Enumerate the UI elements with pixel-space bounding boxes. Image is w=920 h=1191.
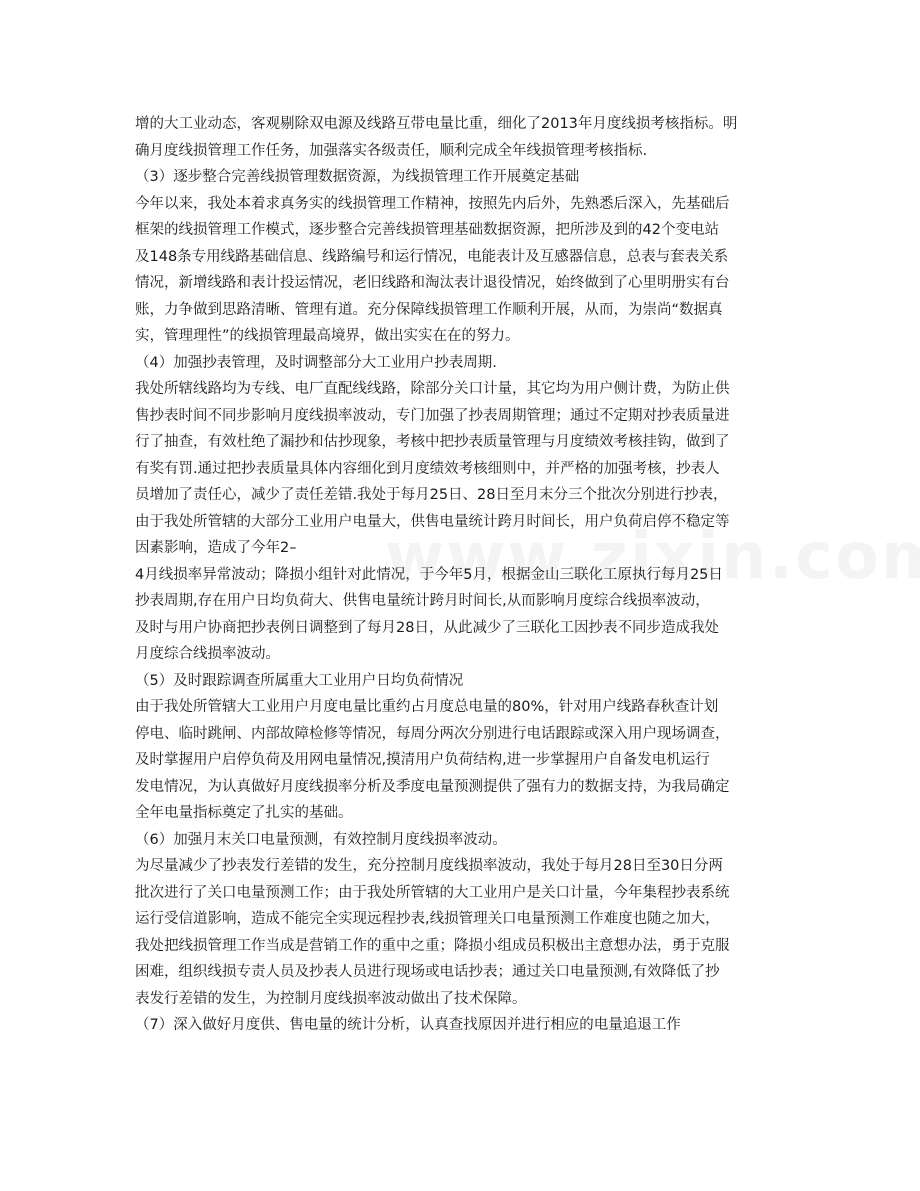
paragraph-line: 月度综合线损率波动。	[135, 646, 280, 662]
document-body	[135, 111, 795, 1039]
paragraph-line: 今年以来，我处本着求真务实的线损管理工作精神，按照先内后外，先熟悉后深入，先基础后	[135, 195, 730, 212]
paragraph-line: 确月度线损管理工作任务，加强落实各级责任，顺利完成全年线损管理考核指标.	[135, 142, 648, 159]
paragraph-line: 抄表周期,存在用户日均负荷大、供售电量统计跨月时间长,从而影响月度综合线损率波动，	[135, 593, 710, 609]
paragraph-line: 员增加了责任心，减少了责任差错.我处于每月25日、28日至月末分三个批次分别进行抄表，	[135, 487, 728, 503]
paragraph-line: 售抄表时间不同步影响月度线损率波动，专门加强了抄表周期管理；通过不定期对抄表质量进	[135, 407, 730, 424]
paragraph-line: 由于我处所管辖的大部分工业用户电量大，供售电量统计跨月时间长，用户负荷启停不稳定等	[135, 513, 730, 530]
section-heading: （7）深入做好月度供、售电量的统计分析，认真查找原因并进行相应的电量追退工作	[135, 1017, 681, 1033]
paragraph-line: 实，管理理性”的线损管理最高境界，做出实实在在的努力。	[135, 328, 520, 344]
section-heading: （6）加强月末关口电量预测，有效控制月度线损率波动。	[135, 831, 507, 848]
paragraph-line: 有奖有罚.通过把抄表质量具体内容细化到月度绩效考核细则中，并严格的加强考核，抄表人	[135, 460, 720, 477]
paragraph-line: 及时掌握用户启停负荷及用网电量情况,摸清用户负荷结构,进一步掌握用户自备发电机运行	[135, 752, 710, 768]
paragraph-line: 账，力争做到思路清晰、管理有道。充分保障线损管理工作顺利开展，从而，为崇尚“数据真	[135, 301, 723, 318]
paragraph-line: 我处所辖线路均为专线、电厂直配线线路，除部分关口计量，其它均为用户侧计费，为防止供	[135, 381, 730, 397]
paragraph-line: 停电、临时跳闸、内部故障检修等情况，每周分两次分别进行电话跟踪或深入用户现场调查，	[135, 725, 730, 742]
paragraph-line: 为尽量减少了抄表发行差错的发生，充分控制月度线损率波动，我处于每月28日至30日分两	[135, 858, 723, 874]
section-heading: （3）逐步整合完善线损管理数据资源，为线损管理工作开展奠定基础	[135, 169, 580, 185]
paragraph-line: 全年电量指标奠定了扎实的基础。	[135, 805, 353, 821]
paragraph-line: 因素影响，造成了今年2–	[135, 540, 297, 556]
paragraph-line: 增的大工业动态，客观剔除双电源及线路互带电量比重，细化了2013年月度线损考核指标。明	[135, 116, 738, 132]
paragraph-line: 行了抽查，有效杜绝了漏抄和估抄现象，考核中把抄表质量管理与月度绩效考核挂钩，做到了	[135, 434, 730, 450]
paragraph-line: 表发行差错的发生，为控制月度线损率波动做出了技术保障。	[135, 990, 527, 1007]
paragraph-line: 由于我处所管辖大工业用户月度电量比重约占月度总电量的80%，针对用户线路春秋查计划	[135, 699, 719, 715]
paragraph-line: 框架的线损管理工作模式，逐步整合完善线损管理基础数据资源，把所涉及到的42个变电站	[135, 222, 719, 238]
section-heading: （5）及时跟踪调查所属重大工业用户日均负荷情况	[135, 672, 464, 689]
paragraph-line: 4月线损率异常波动；降损小组针对此情况，于今年5月，根据金山三联化工原执行每月25日	[135, 566, 723, 583]
section-heading: （4）加强抄表管理，及时调整部分大工业用户抄表周期.	[135, 354, 497, 371]
paragraph-line: 我处把线损管理工作当成是营销工作的重中之重；降损小组成员积极出主意想办法，勇于克服	[135, 937, 730, 954]
paragraph-line: 运行受信道影响，造成不能完全实现远程抄表,线损管理关口电量预测工作难度也随之加大，	[135, 911, 720, 927]
paragraph-line: 困难，组织线损专责人员及抄表人员进行现场或电话抄表；通过关口电量预测,有效降低了抄	[135, 964, 720, 980]
paragraph-line: 批次进行了关口电量预测工作；由于我处所管辖的大工业用户是关口计量，今年集程抄表系统	[135, 884, 730, 901]
paragraph-line: 情况，新增线路和表计投运情况，老旧线路和淘汰表计退役情况，始终做到了心里明册实有台	[135, 275, 730, 291]
paragraph-line: 及148条专用线路基础信息、线路编号和运行情况，电能表计及互感器信息，总表与套表关系	[135, 248, 729, 265]
paragraph-line: 及时与用户协商把抄表例日调整到了每月28日，从此减少了三联化工因抄表不同步造成我处	[135, 619, 719, 636]
paragraph-line: 发电情况，为认真做好月度线损率分析及季度电量预测提供了强有力的数据支持，为我局确定	[135, 778, 730, 795]
